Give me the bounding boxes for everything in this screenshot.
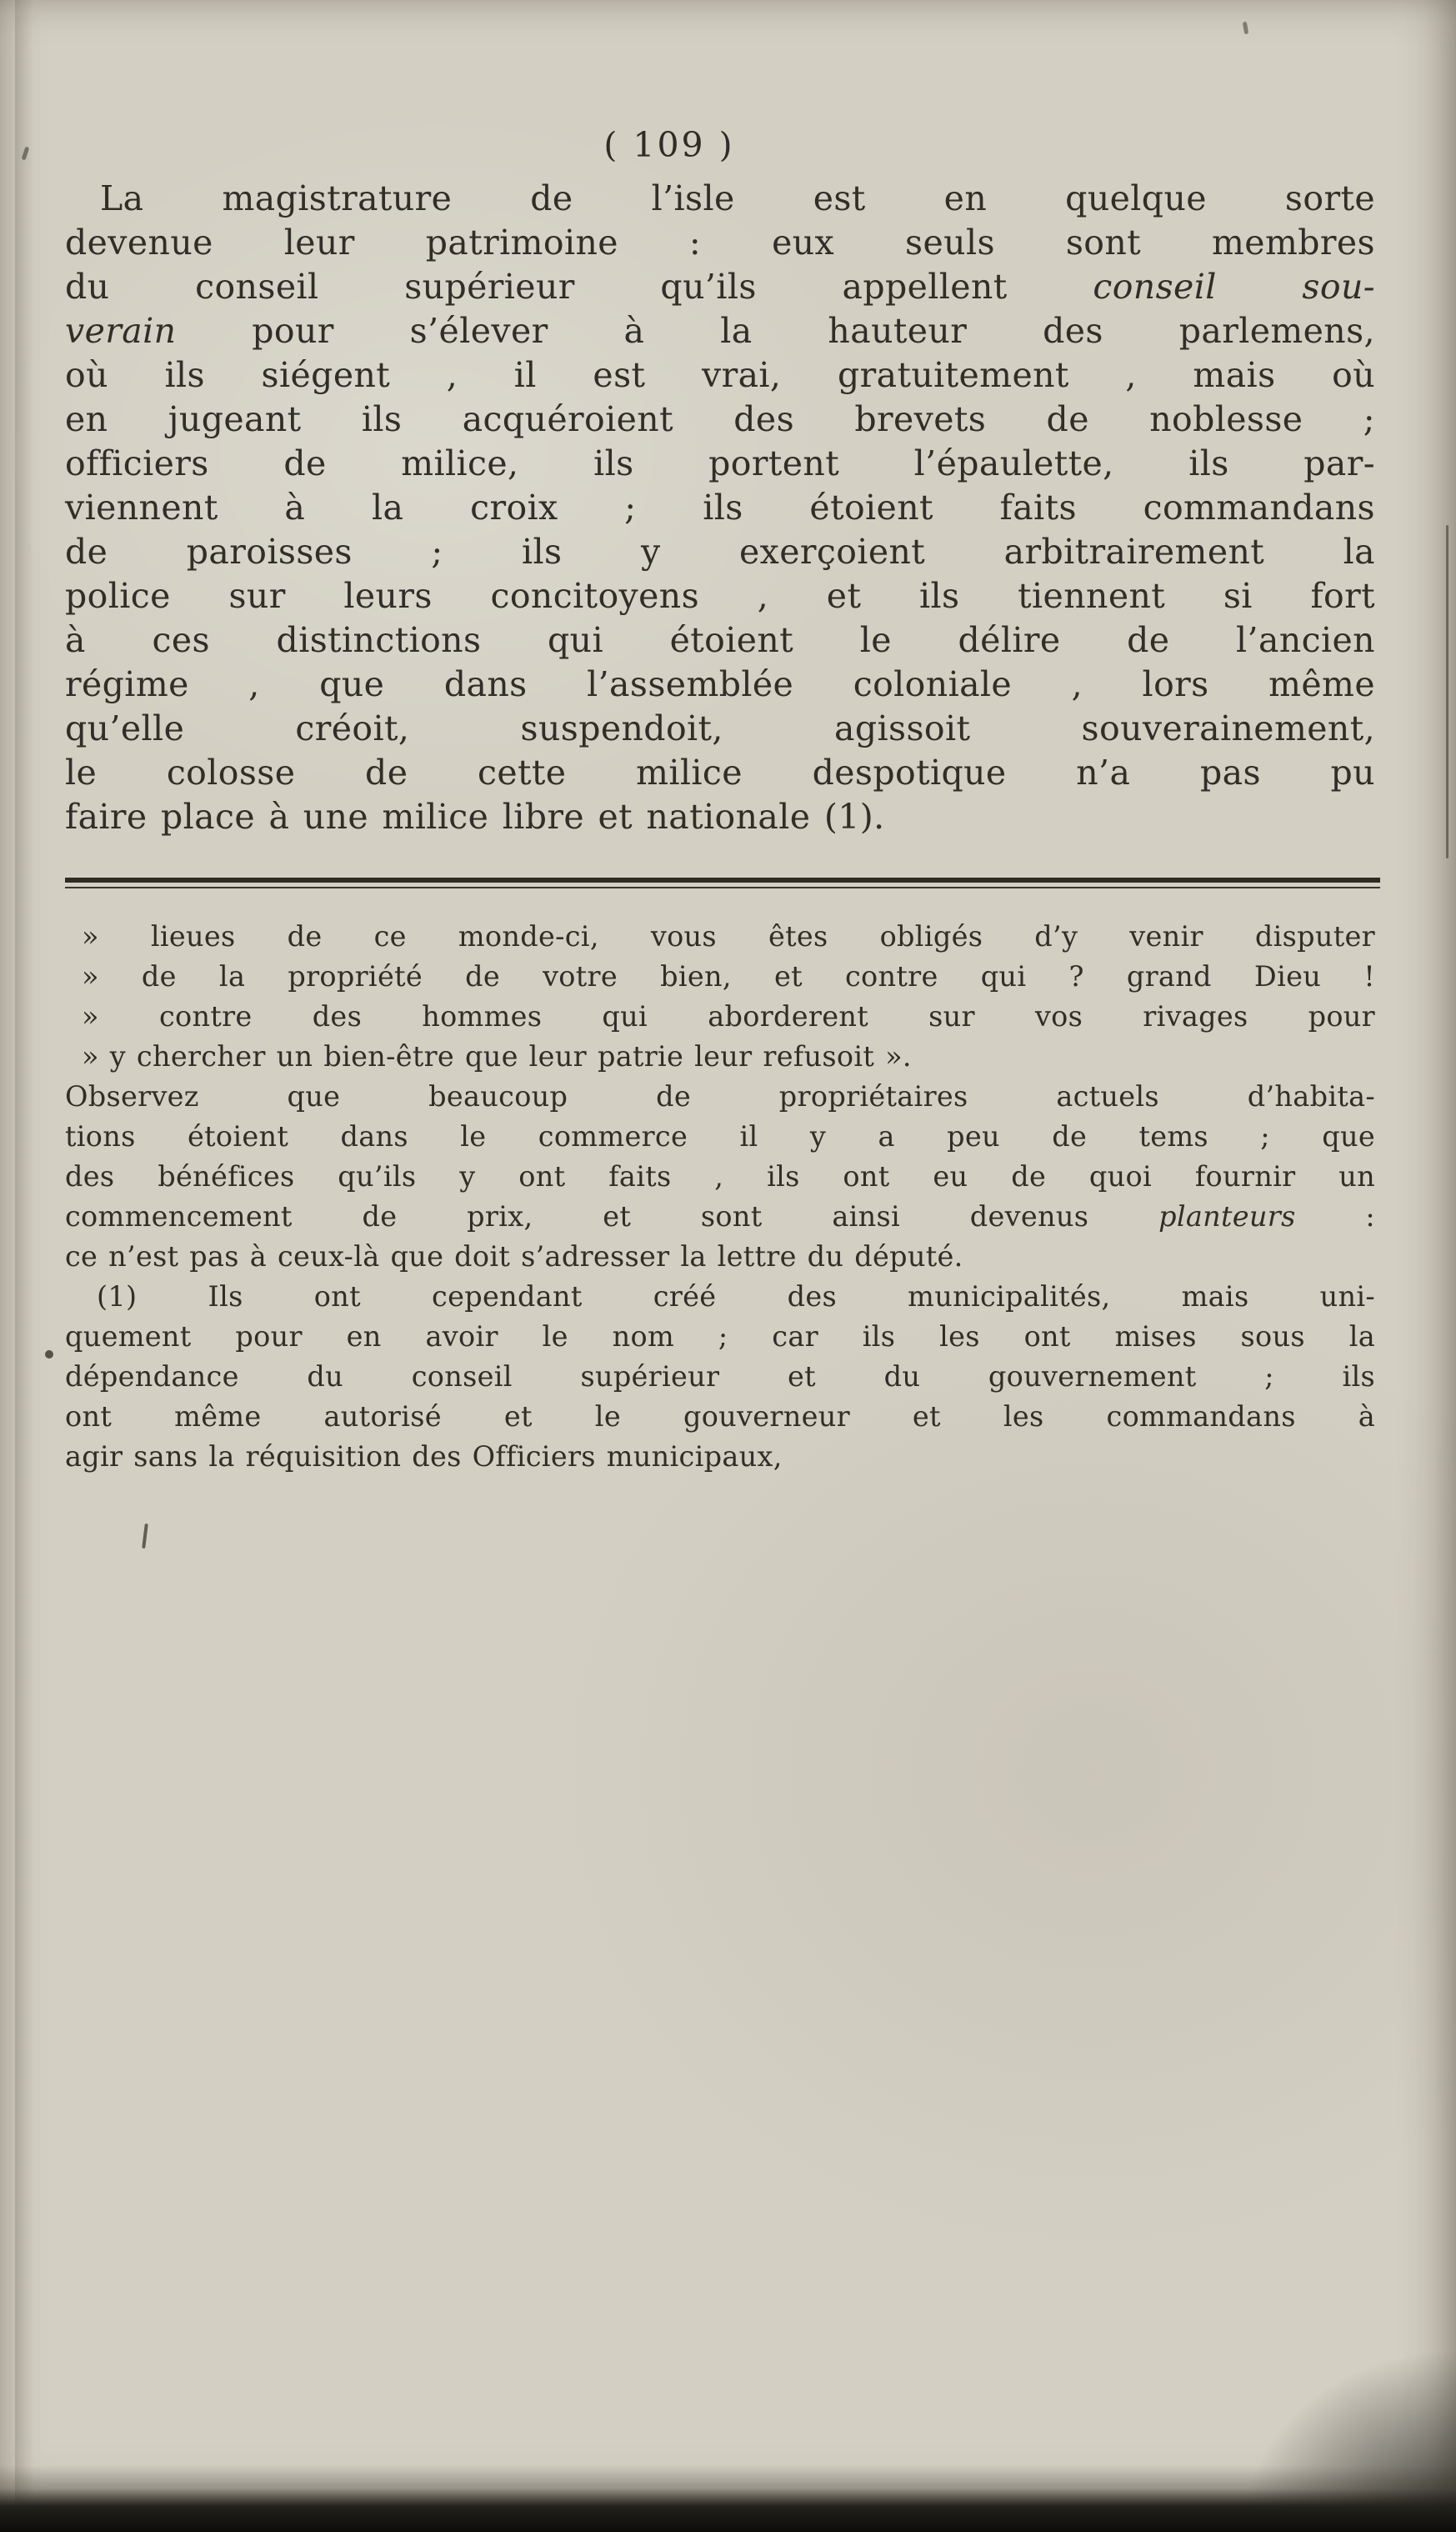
text-line (65, 751, 1375, 795)
text-segment: à ces distinctions qui étoient le délire de l’ancien (65, 620, 1375, 660)
text-line (65, 177, 1375, 221)
text-segment: La magistrature de l’isle est en quelque sorte (100, 178, 1375, 218)
text-segment: de paroisses ; ils y exerçoient arbitrairement la (65, 532, 1375, 572)
main-text-block (65, 177, 1375, 839)
text-segment: le colosse de cette milice despotique n’a pas pu (65, 753, 1375, 793)
text-line (65, 997, 1375, 1037)
ink-speck-top-right (1243, 22, 1249, 35)
text-line (65, 574, 1375, 618)
text-segment: où ils siégent , il est vrai, gratuitement , mais où (65, 355, 1375, 395)
text-segment: agir sans la réquisition des Officiers municipaux, (65, 1440, 783, 1473)
text-segment: dépendance du conseil supérieur et du gouvernement ; ils (65, 1360, 1375, 1393)
text-line (65, 442, 1375, 486)
text-line (65, 957, 1375, 997)
bottom-edge-shadow (0, 2465, 1456, 2532)
text-segment: officiers de milice, ils portent l’épaulette, ils par- (65, 443, 1375, 483)
text-segment: commencement de prix, et sont ainsi devenus (65, 1200, 1159, 1233)
text-line (65, 795, 1375, 839)
text-line (65, 663, 1375, 707)
text-line (65, 1357, 1375, 1397)
text-segment: police sur leurs concitoyens , et ils tiennent si fort (65, 576, 1375, 616)
text-line (65, 707, 1375, 751)
text-line (65, 353, 1375, 398)
text-segment: : (1295, 1200, 1375, 1233)
text-line (65, 1397, 1375, 1437)
text-line (65, 618, 1375, 663)
text-segment: qu’elle créoit, suspendoit, agissoit souverainement, (65, 708, 1375, 748)
text-line (65, 398, 1375, 442)
text-segment: (1) Ils ont cependant créé des municipalités, mais uni- (97, 1280, 1375, 1313)
left-crease-shadow (15, 0, 33, 2532)
text-line (65, 1317, 1375, 1357)
text-line (65, 1117, 1375, 1157)
text-line (65, 1037, 1375, 1077)
page-edge-line (1446, 525, 1448, 858)
footnote-block (65, 917, 1375, 1477)
text-line (65, 1437, 1375, 1477)
italic-text-segment: verain (65, 311, 177, 351)
text-segment: » lieues de ce monde-ci, vous êtes obligés d’y venir disputer (82, 920, 1375, 953)
text-line (65, 1157, 1375, 1197)
text-segment: viennent à la croix ; ils étoient faits commandans (65, 488, 1375, 528)
text-segment: tions étoient dans le commerce il y a peu de tems ; que (65, 1120, 1375, 1153)
text-segment: Observez que beaucoup de propriétaires actuels d’habita- (65, 1080, 1375, 1113)
text-line (65, 1237, 1375, 1277)
text-line (65, 486, 1375, 530)
text-segment: des bénéfices qu’ils y ont faits , ils ont eu de quoi fournir un (65, 1160, 1375, 1193)
footnote-separator-rule (65, 878, 1380, 888)
text-line (65, 1197, 1375, 1237)
text-line (65, 917, 1375, 957)
text-line (65, 221, 1375, 265)
margin-ink-dot (45, 1350, 53, 1359)
text-line (65, 530, 1375, 574)
text-segment: du conseil supérieur qu’ils appellent (65, 267, 1093, 307)
italic-text-segment: conseil sou- (1093, 267, 1375, 307)
text-segment: ont même autorisé et le gouverneur et les commandans à (65, 1400, 1375, 1433)
text-line (65, 1277, 1375, 1317)
text-segment: devenue leur patrimoine : eux seuls sont membres (65, 223, 1375, 263)
text-line (65, 1077, 1375, 1117)
text-segment: en jugeant ils acquéroient des brevets de noblesse ; (65, 399, 1375, 439)
text-segment: » y chercher un bien-être que leur patrie leur refusoit ». (82, 1040, 912, 1073)
text-segment: faire place à une milice libre et nationale (1). (65, 797, 885, 837)
stray-ink-mark (142, 1524, 148, 1549)
text-segment: pour s’élever à la hauteur des parlemens, (176, 311, 1375, 351)
text-segment: » contre des hommes qui aborderent sur vos rivages pour (82, 1000, 1375, 1033)
text-segment: » de la propriété de votre bien, et contre qui ? grand Dieu ! (82, 960, 1375, 993)
text-line (65, 309, 1375, 353)
text-line (65, 265, 1375, 309)
text-segment: ce n’est pas à ceux-là que doit s’adresser la lettre du député. (65, 1240, 963, 1273)
page-number: ( 109 ) (603, 125, 735, 165)
text-segment: régime , que dans l’assemblée coloniale , lors même (65, 664, 1375, 704)
italic-text-segment: planteurs (1158, 1200, 1296, 1233)
text-segment: quement pour en avoir le nom ; car ils les ont mises sous la (65, 1320, 1375, 1353)
